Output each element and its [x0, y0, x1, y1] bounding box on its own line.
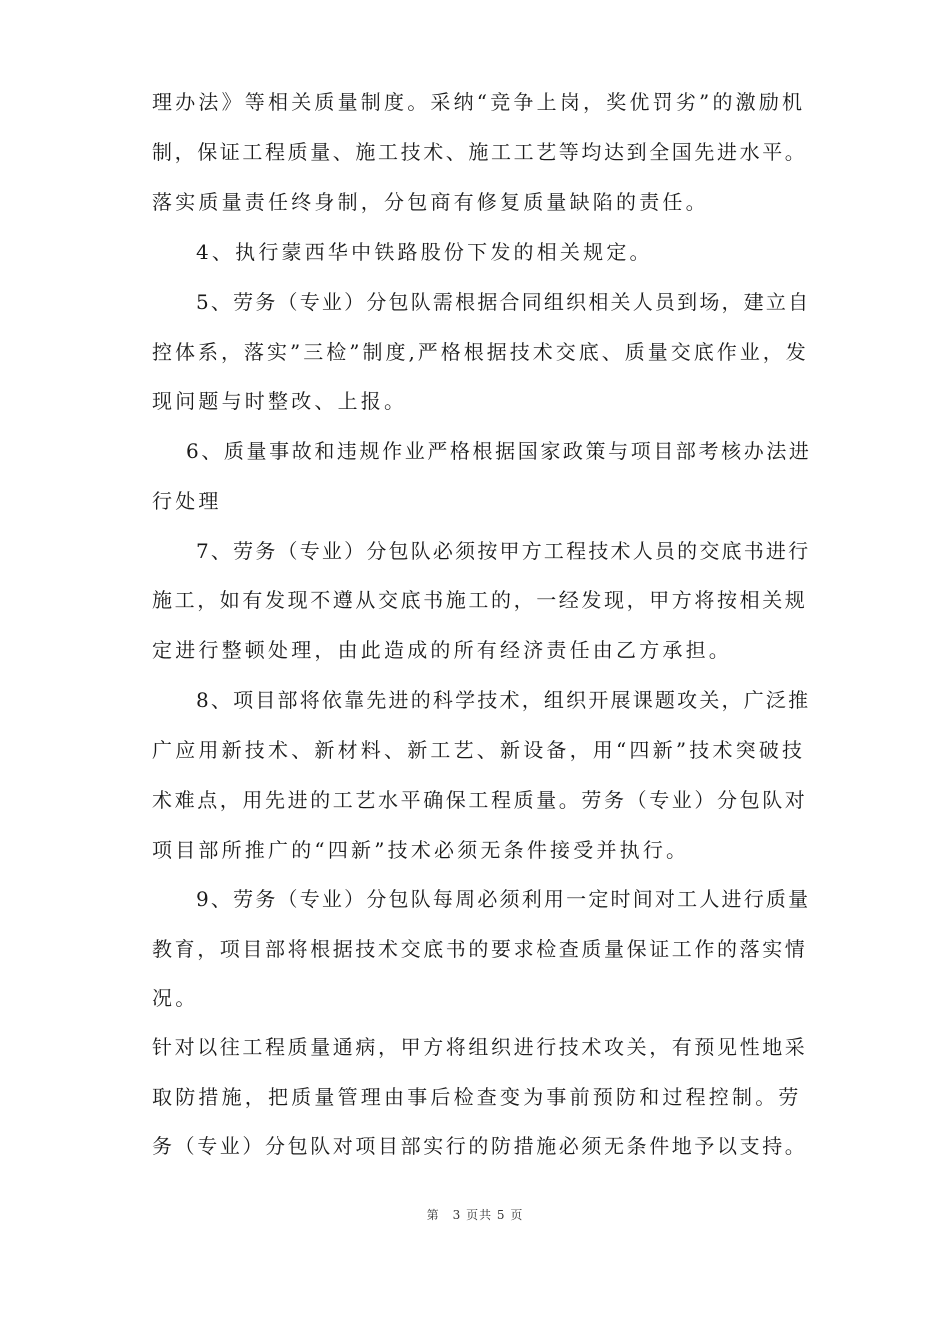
text-line: 4、执行蒙西华中铁路股份下发的相关规定。	[196, 240, 653, 264]
text-line: 9、劳务（专业）分包队每周必须利用一定时间对工人进行质量	[196, 887, 811, 911]
text-line: 施工，如有发现不遵从交底书施工的，一经发现，甲方将按相关规	[152, 588, 808, 612]
text-line: 项目部所推广的“四新”技术必须无条件接受并执行。	[152, 838, 690, 862]
text-line: 术难点，用先进的工艺水平确保工程质量。劳务（专业）分包队对	[152, 788, 808, 812]
text-line: 取防措施，把质量管理由事后检查变为事前预防和过程控制。劳	[152, 1085, 802, 1109]
text-line: 5、劳务（专业）分包队需根据合同组织相关人员到场，建立自	[196, 290, 811, 314]
text-line: 制，保证工程质量、施工技术、施工工艺等均达到全国先进水平。	[152, 140, 808, 164]
text-line: 定进行整顿处理，由此造成的所有经济责任由乙方承担。	[152, 638, 732, 662]
text-line: 理办法》等相关质量制度。采纳“竞争上岗，奖优罚劣”的激励机	[152, 90, 806, 114]
text-line: 教育，项目部将根据技术交底书的要求检查质量保证工作的落实情	[152, 937, 808, 961]
text-line: 6、质量事故和违规作业严格根据国家政策与项目部考核办法进	[186, 439, 812, 463]
text-line: 况。	[152, 986, 199, 1010]
page-number: 第 3 页共 5 页	[426, 1208, 524, 1222]
text-line: 落实质量责任终身制，分包商有修复质量缺陷的责任。	[152, 190, 709, 214]
text-line: 针对以往工程质量通病，甲方将组织进行技术攻关，有预见性地采	[152, 1035, 808, 1059]
text-line: 控体系，落实”三检”制度,严格根据技术交底、质量交底作业，发	[152, 340, 809, 364]
text-line: 8、项目部将依靠先进的科学技术，组织开展课题攻关，广泛推	[196, 688, 811, 712]
text-line: 现问题与时整改、上报。	[152, 389, 408, 413]
text-line: 务（专业）分包队对项目部实行的防措施必须无条件地予以支持。	[152, 1134, 808, 1158]
text-line: 广应用新技术、新材料、新工艺、新设备，用“四新”技术突破技	[152, 738, 806, 762]
text-line: 7、劳务（专业）分包队必须按甲方工程技术人员的交底书进行	[196, 539, 811, 563]
text-line: 行处理	[152, 489, 222, 513]
